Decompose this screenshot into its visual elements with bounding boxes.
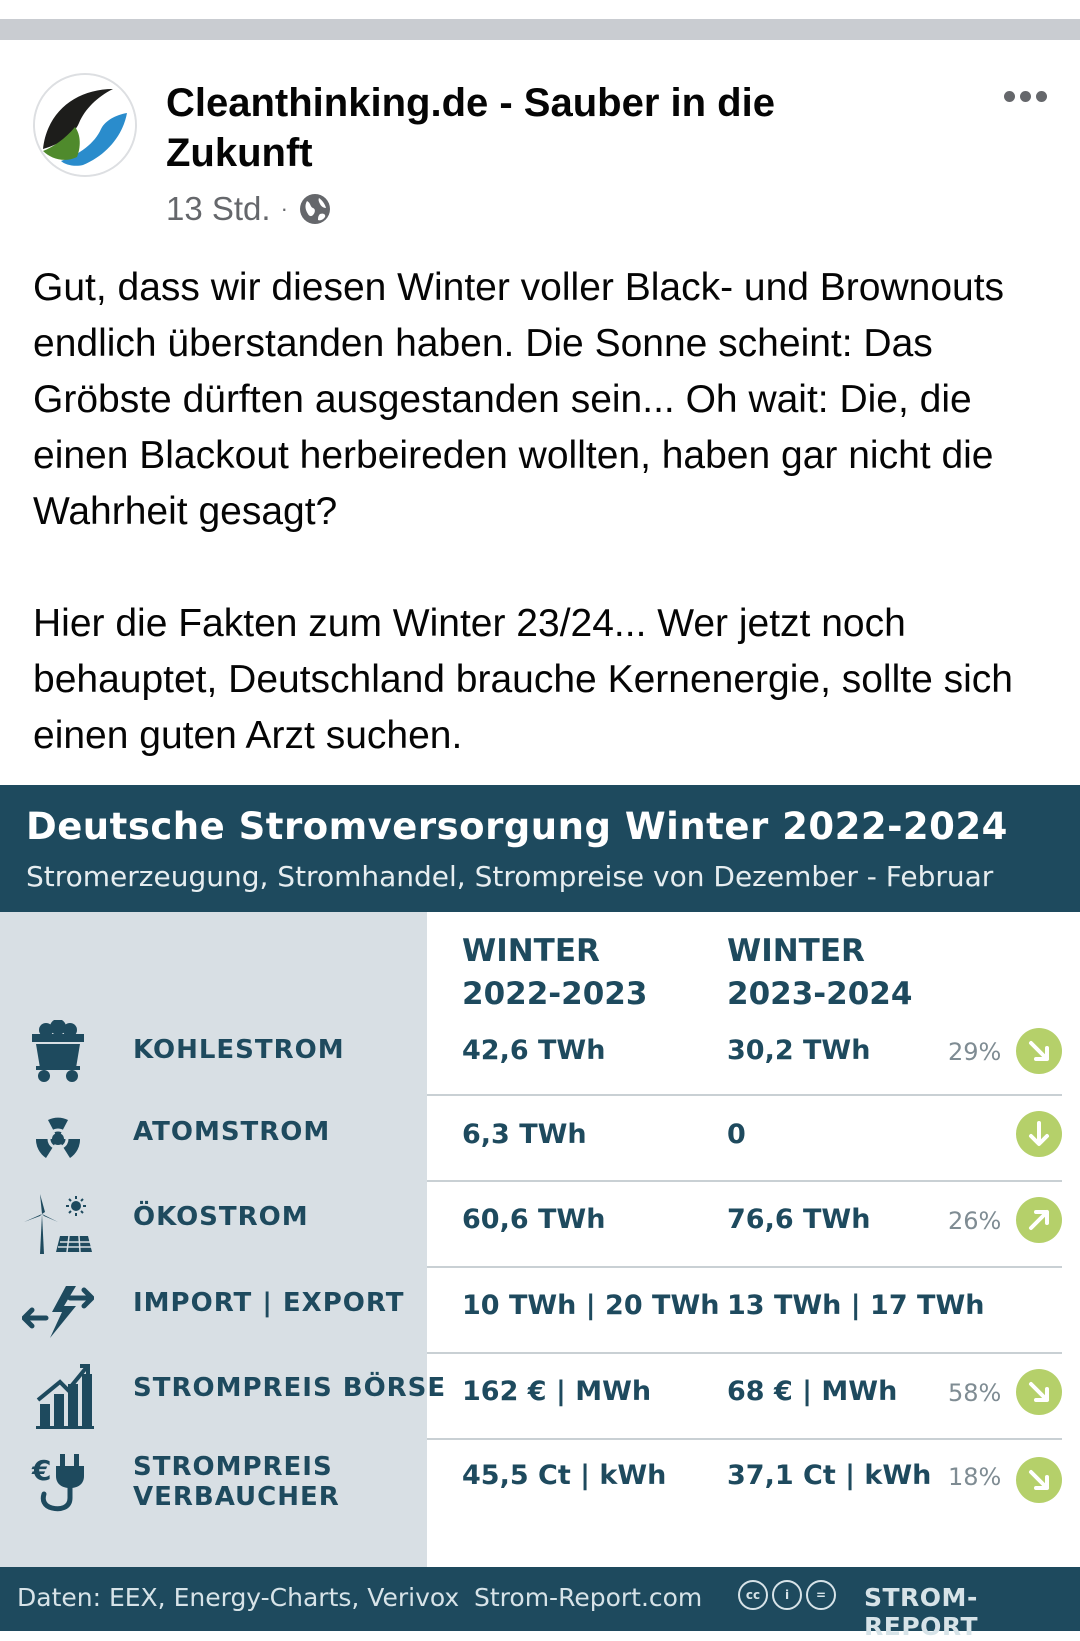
row-label: STROMPREIS VERBAUCHER [133, 1452, 340, 1512]
infographic-header [0, 785, 1080, 912]
cc-icon: cc [738, 1580, 768, 1610]
brand-name: STROM-REPORT [864, 1583, 979, 1641]
by-icon: i [772, 1580, 802, 1610]
post-message [33, 260, 1063, 764]
change-percent: 29% [948, 1038, 1002, 1066]
coal-cart-icon [22, 1020, 94, 1086]
row-label: ATOMSTROM [133, 1117, 331, 1147]
arrow-down-icon [1016, 1111, 1062, 1157]
cleanthinking-logo-icon [35, 75, 135, 175]
page-avatar[interactable] [33, 73, 137, 177]
globe-icon[interactable] [298, 192, 332, 226]
post-meta [166, 189, 332, 229]
table-row-oekostrom [0, 1180, 1080, 1266]
change-percent: 18% [948, 1463, 1002, 1491]
radiation-icon [22, 1106, 94, 1172]
value-2023-2024: 68 € | MWh [727, 1376, 898, 1407]
table-row-strompreis-verbaucher [0, 1438, 1080, 1524]
column-header-line: 2023-2024 [727, 976, 913, 1012]
value-2022-2023: 6,3 TWh [462, 1119, 587, 1150]
row-label: STROMPREIS BÖRSE [133, 1373, 447, 1403]
value-2022-2023: 60,6 TWh [462, 1204, 606, 1235]
import-export-icon [22, 1278, 94, 1344]
infographic-footer [0, 1567, 1080, 1641]
data-sources: Daten: EEX, Energy-Charts, Verivox [17, 1583, 460, 1612]
row-label: KOHLESTROM [133, 1035, 345, 1065]
change-percent: 58% [948, 1379, 1002, 1407]
change-percent: 26% [948, 1207, 1002, 1235]
rising-chart-icon [22, 1364, 94, 1430]
creative-commons-icon [738, 1580, 836, 1610]
page-name[interactable]: Cleanthinking.de - Sauber in die Zukunft [166, 81, 775, 175]
value-2022-2023: 45,5 Ct | kWh [462, 1460, 667, 1491]
post-paragraph: Gut, dass wir diesen Winter voller Black- und Brownouts endlich überstanden haben. Die Sonne scheint: Das Gröbste dürften ausgestanden sein... Oh wait: Die, die einen Blackout herbeireden wollten, haben gar nicht die Wahrheit gesagt? [33, 266, 1005, 533]
arrow-down-right-icon [1016, 1369, 1062, 1415]
value-2023-2024: 13 TWh | 17 TWh [727, 1290, 985, 1321]
arrow-up-right-icon [1016, 1197, 1062, 1243]
more-options-button[interactable] [1000, 84, 1050, 108]
row-label: IMPORT | EXPORT [133, 1288, 405, 1318]
dot-icon [1020, 91, 1031, 102]
arrow-down-right-icon [1016, 1457, 1062, 1503]
column-header-line: WINTER [727, 933, 865, 969]
column-header-line: WINTER [462, 933, 600, 969]
post-timestamp[interactable]: 13 Std. [166, 190, 271, 227]
svg-text:€: € [32, 1454, 52, 1487]
table-row-atomstrom [0, 1094, 1080, 1180]
dot-icon [1036, 91, 1047, 102]
infographic-title: Deutsche Stromversorgung Winter 2022-2024 [26, 805, 1008, 848]
table-row-strompreis-boerse [0, 1352, 1080, 1438]
column-header-2022-2023 [462, 930, 647, 1016]
column-header-line: 2022-2023 [462, 976, 648, 1012]
euro-plug-icon [22, 1450, 94, 1516]
table-row-kohlestrom [0, 1008, 1080, 1094]
infographic-subtitle: Stromerzeugung, Stromhandel, Strompreise von Dezember - Februar [26, 860, 994, 893]
arrow-down-right-icon [1016, 1028, 1062, 1074]
dot-icon [1004, 91, 1015, 102]
value-2023-2024: 0 [727, 1119, 746, 1150]
infographic-image[interactable] [0, 785, 1080, 1641]
source-url: Strom-Report.com [474, 1583, 703, 1612]
row-label: ÖKOSTROM [133, 1202, 309, 1232]
value-2022-2023: 10 TWh | 20 TWh [462, 1290, 720, 1321]
nd-icon: = [806, 1580, 836, 1610]
table-row-import-export [0, 1266, 1080, 1352]
value-2022-2023: 162 € | MWh [462, 1376, 652, 1407]
value-2022-2023: 42,6 TWh [462, 1035, 606, 1066]
value-2023-2024: 76,6 TWh [727, 1204, 871, 1235]
column-header-2023-2024 [727, 930, 912, 1016]
meta-separator: · [280, 196, 288, 221]
post-paragraph: Hier die Fakten zum Winter 23/24... Wer jetzt noch behauptet, Deutschland brauche Kernenergie, sollte sich einen guten Arzt suchen. [33, 602, 1013, 757]
wind-solar-icon [22, 1192, 94, 1258]
value-2023-2024: 37,1 Ct | kWh [727, 1460, 932, 1491]
feed-divider [0, 19, 1080, 40]
value-2023-2024: 30,2 TWh [727, 1035, 871, 1066]
